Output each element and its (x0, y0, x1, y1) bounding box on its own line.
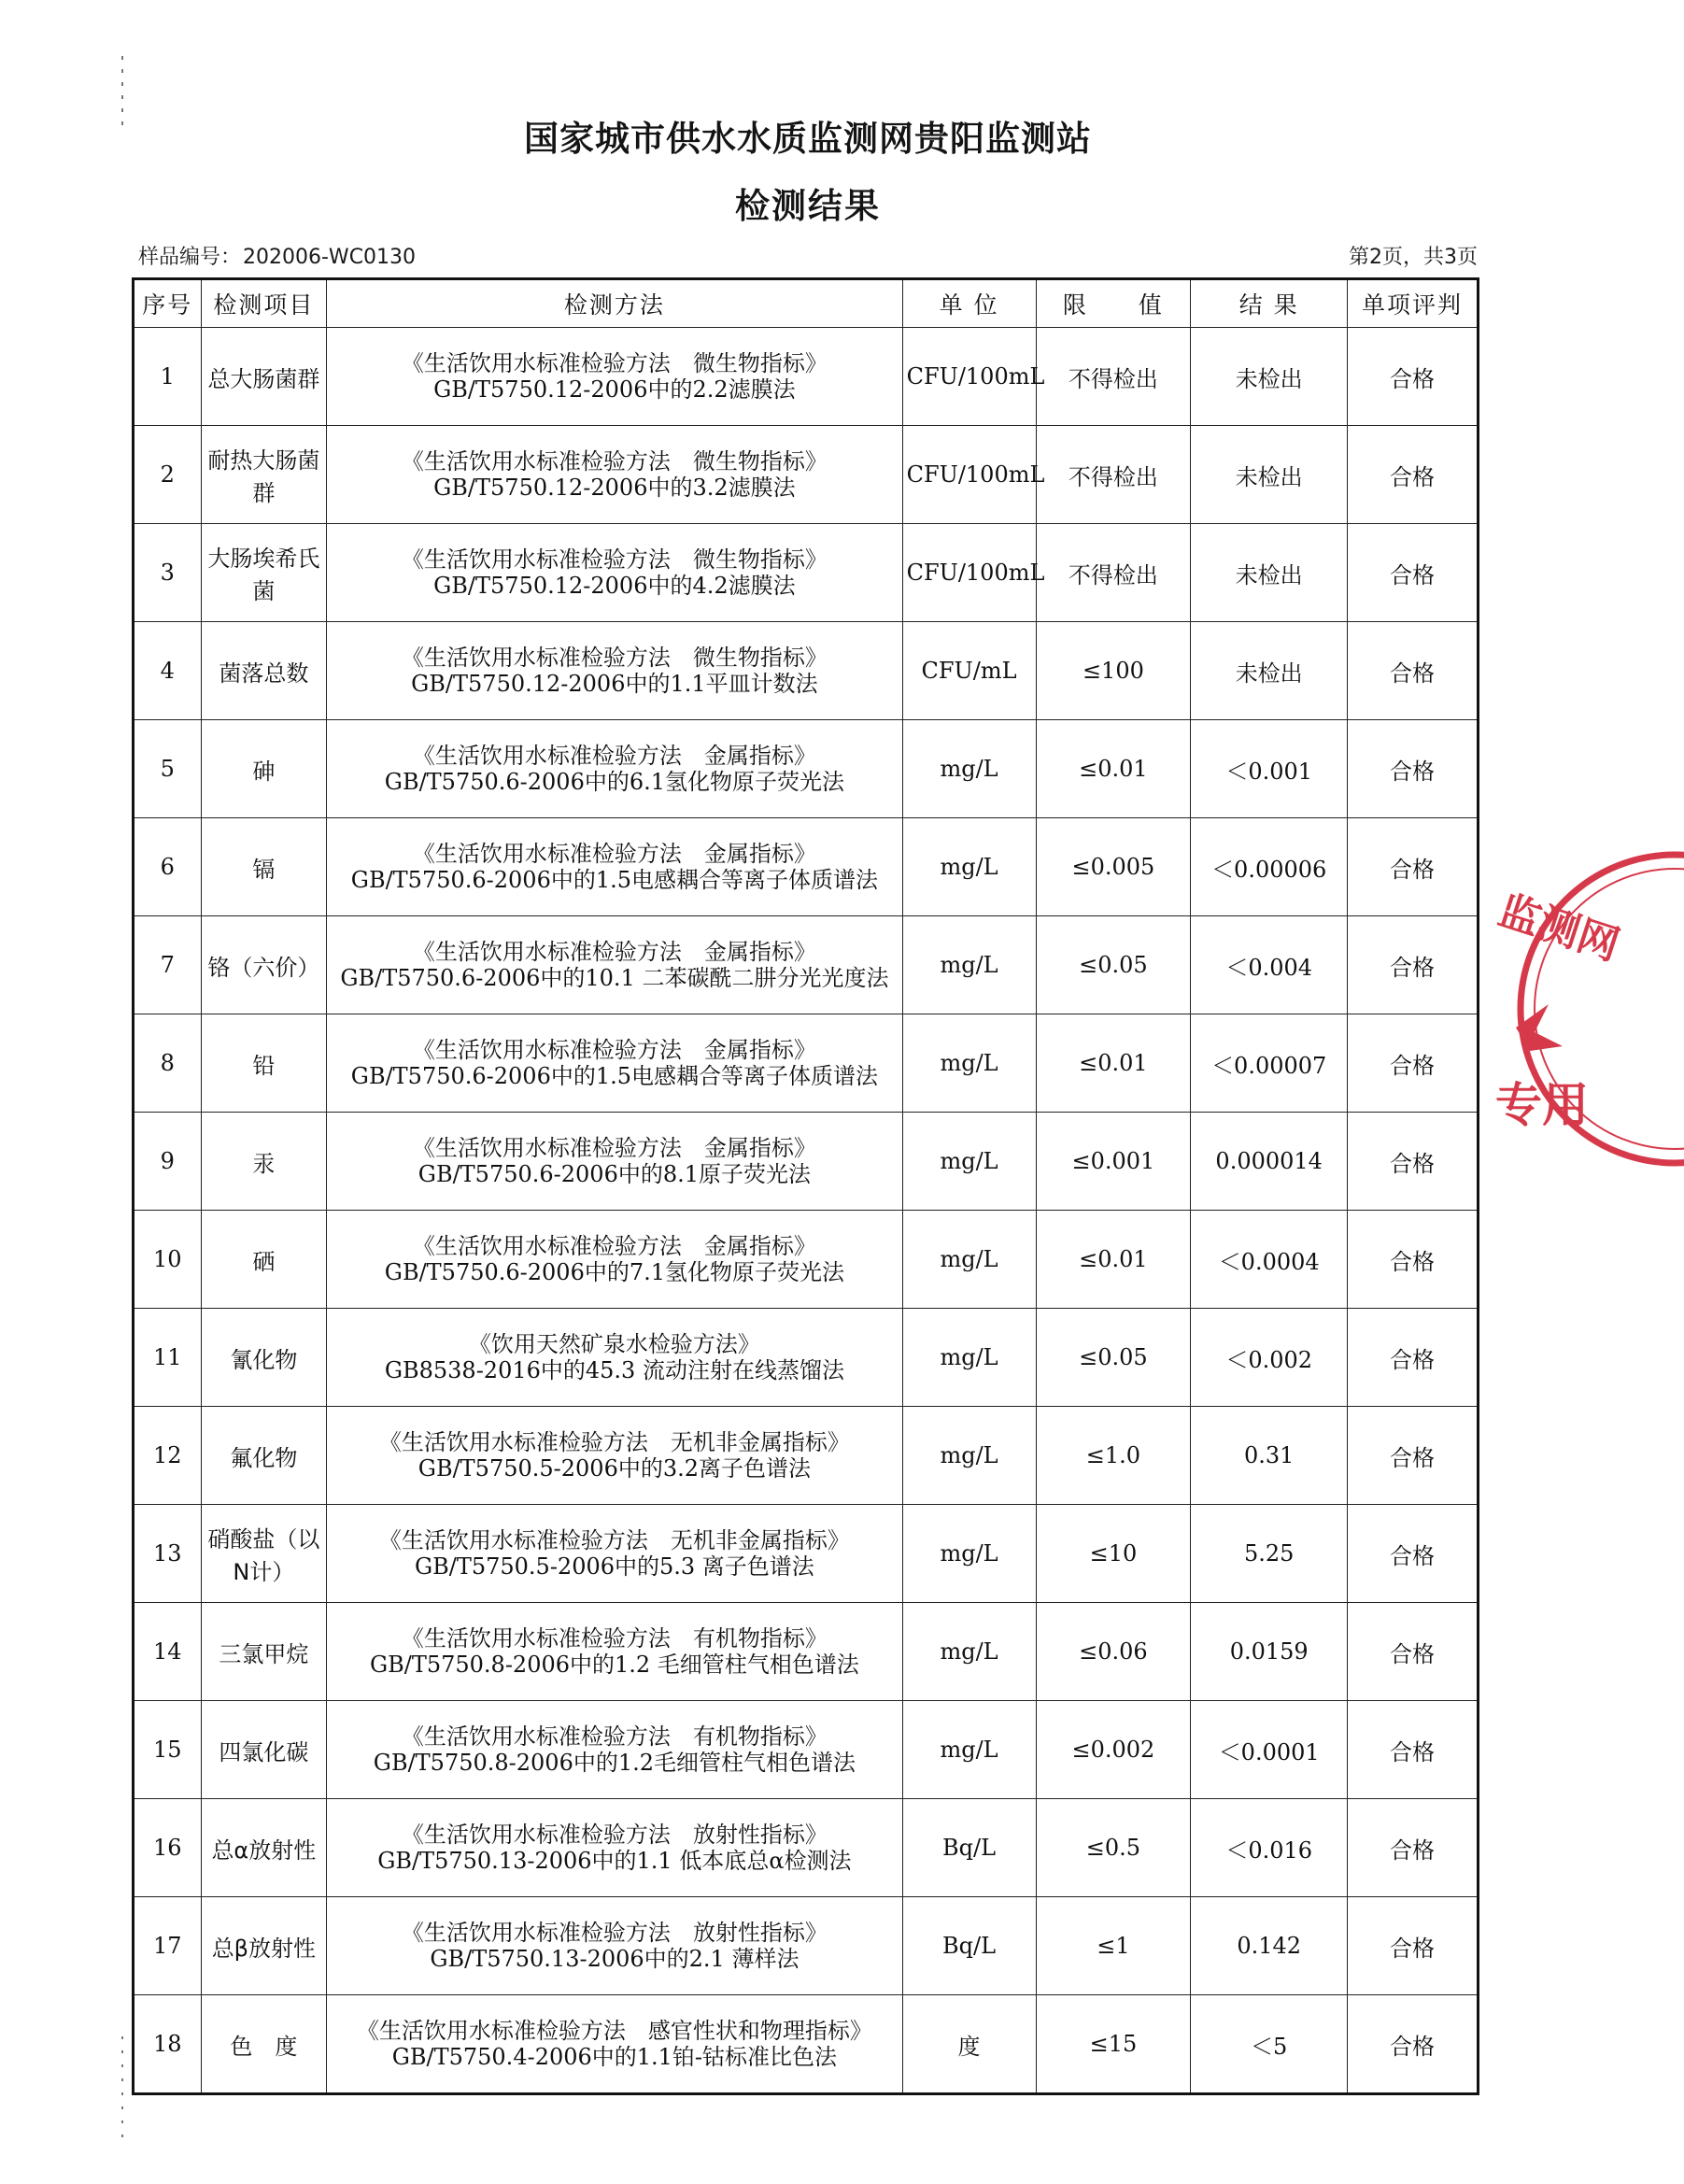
row-item: 三氯甲烷 (201, 1603, 327, 1701)
row-method-standard: GB/T5750.6-2006中的1.5电感耦合等离子体质谱法 (350, 867, 878, 893)
row-method-standard: GB/T5750.12-2006中的1.1平皿计数法 (411, 671, 818, 697)
row-result: 0.142 (1191, 1897, 1348, 1995)
row-verdict: 合格 (1348, 1701, 1479, 1799)
row-unit: CFU/100mL (902, 524, 1036, 622)
row-method-standard: GB/T5750.8-2006中的1.2 毛细管柱气相色谱法 (369, 1652, 859, 1678)
row-unit: Bq/L (902, 1799, 1036, 1897)
row-item: 大肠埃希氏菌 (201, 524, 327, 622)
row-method (327, 622, 902, 720)
row-number: 16 (134, 1799, 202, 1897)
row-limit: ≤0.005 (1036, 818, 1191, 916)
table-row (134, 1799, 1479, 1897)
row-method (327, 1995, 902, 2094)
row-method-title: 《生活饮用水标准检验方法 有机物指标》 (401, 1625, 828, 1652)
row-number: 15 (134, 1701, 202, 1799)
row-unit: mg/L (902, 1701, 1036, 1799)
row-unit: CFU/100mL (902, 426, 1036, 524)
row-limit: ≤0.01 (1036, 720, 1191, 818)
row-method-standard: GB/T5750.6-2006中的8.1原子荧光法 (417, 1161, 811, 1187)
row-result: ＜0.0004 (1191, 1211, 1348, 1309)
row-method (327, 1701, 902, 1799)
col-header-verdict: 单项评判 (1348, 279, 1479, 328)
row-unit: mg/L (902, 916, 1036, 1014)
row-unit: mg/L (902, 1505, 1036, 1603)
row-method-standard: GB/T5750.8-2006中的1.2毛细管柱气相色谱法 (373, 1750, 856, 1776)
row-method-title: 《生活饮用水标准检验方法 金属指标》 (412, 743, 816, 769)
row-number: 4 (134, 622, 202, 720)
row-method-standard: GB8538-2016中的45.3 流动注射在线蒸馏法 (384, 1357, 844, 1383)
row-number: 2 (134, 426, 202, 524)
row-number: 3 (134, 524, 202, 622)
row-item: 色 度 (201, 1995, 327, 2094)
row-limit: 不得检出 (1036, 524, 1191, 622)
document-title: 国家城市供水水质监测网贵阳监测站 (524, 119, 1092, 159)
row-limit: ≤0.002 (1036, 1701, 1191, 1799)
sample-number-value: 202006-WC0130 (243, 246, 417, 269)
row-method-title: 《生活饮用水标准检验方法 微生物指标》 (401, 645, 828, 671)
row-method (327, 1505, 902, 1603)
row-method (327, 916, 902, 1014)
row-method-title: 《生活饮用水标准检验方法 放射性指标》 (401, 1920, 828, 1946)
results-table (132, 277, 1479, 2095)
col-header-unit: 单 位 (902, 279, 1036, 328)
table-header-row (134, 279, 1479, 328)
row-number: 8 (134, 1014, 202, 1113)
row-verdict: 合格 (1348, 1113, 1479, 1211)
row-verdict: 合格 (1348, 622, 1479, 720)
row-verdict: 合格 (1348, 1603, 1479, 1701)
row-limit: ≤15 (1036, 1995, 1191, 2094)
row-number: 17 (134, 1897, 202, 1995)
row-unit: mg/L (902, 1407, 1036, 1505)
table-row (134, 622, 1479, 720)
row-method-title: 《生活饮用水标准检验方法 金属指标》 (412, 1135, 816, 1161)
seal-text-bottom: 专用 (1495, 1078, 1589, 1132)
row-method (327, 1014, 902, 1113)
row-limit: ≤0.05 (1036, 916, 1191, 1014)
row-verdict: 合格 (1348, 1309, 1479, 1407)
row-verdict: 合格 (1348, 1995, 1479, 2094)
sample-number-label: 样品编号： (138, 246, 242, 269)
row-method (327, 426, 902, 524)
col-header-limit: 限 值 (1036, 279, 1191, 328)
row-number: 13 (134, 1505, 202, 1603)
row-result: ＜0.0001 (1191, 1701, 1348, 1799)
table-row (134, 818, 1479, 916)
row-item: 总α放射性 (201, 1799, 327, 1897)
row-method (327, 1407, 902, 1505)
row-item: 氰化物 (201, 1309, 327, 1407)
row-method-standard: GB/T5750.12-2006中的2.2滤膜法 (433, 376, 796, 403)
row-method-title: 《生活饮用水标准检验方法 微生物指标》 (401, 448, 828, 475)
table-row (134, 1897, 1479, 1995)
row-limit: ≤0.05 (1036, 1309, 1191, 1407)
row-method (327, 720, 902, 818)
row-unit: mg/L (902, 1309, 1036, 1407)
document-subtitle: 检测结果 (735, 186, 881, 226)
table-row (134, 524, 1479, 622)
row-method-title: 《生活饮用水标准检验方法 感官性状和物理指标》 (356, 2018, 872, 2044)
row-result: ＜0.016 (1191, 1799, 1348, 1897)
row-unit: CFU/100mL (902, 328, 1036, 426)
row-unit: mg/L (902, 1603, 1036, 1701)
table-row (134, 1407, 1479, 1505)
row-item: 耐热大肠菌群 (201, 426, 327, 524)
scan-edge-marks (120, 56, 125, 2149)
row-result: 未检出 (1191, 622, 1348, 720)
row-item: 菌落总数 (201, 622, 327, 720)
row-item: 砷 (201, 720, 327, 818)
row-number: 9 (134, 1113, 202, 1211)
row-result: ＜0.001 (1191, 720, 1348, 818)
row-number: 18 (134, 1995, 202, 2094)
row-verdict: 合格 (1348, 1799, 1479, 1897)
row-method-standard: GB/T5750.4-2006中的1.1铂-钴标准比色法 (391, 2044, 838, 2070)
row-limit: 不得检出 (1036, 328, 1191, 426)
row-limit: ≤0.01 (1036, 1211, 1191, 1309)
table-row (134, 1995, 1479, 2094)
seal-text-top: 监测网 (1493, 886, 1625, 971)
row-result: ＜0.004 (1191, 916, 1348, 1014)
row-verdict: 合格 (1348, 1407, 1479, 1505)
row-limit: ≤100 (1036, 622, 1191, 720)
row-result: 5.25 (1191, 1505, 1348, 1603)
row-method-title: 《生活饮用水标准检验方法 金属指标》 (412, 841, 816, 867)
row-method-standard: GB/T5750.6-2006中的1.5电感耦合等离子体质谱法 (350, 1063, 878, 1089)
row-method-standard: GB/T5750.13-2006中的1.1 低本底总α检测法 (377, 1848, 852, 1874)
row-method (327, 1309, 902, 1407)
row-number: 5 (134, 720, 202, 818)
row-result: 0.0159 (1191, 1603, 1348, 1701)
row-method-title: 《生活饮用水标准检验方法 有机物指标》 (401, 1723, 828, 1750)
row-unit: Bq/L (902, 1897, 1036, 1995)
row-verdict: 合格 (1348, 1505, 1479, 1603)
row-method-standard: GB/T5750.12-2006中的3.2滤膜法 (433, 475, 796, 501)
row-limit: ≤10 (1036, 1505, 1191, 1603)
row-verdict: 合格 (1348, 328, 1479, 426)
row-verdict: 合格 (1348, 720, 1479, 818)
row-unit: mg/L (902, 1113, 1036, 1211)
row-method-title: 《生活饮用水标准检验方法 金属指标》 (412, 1233, 816, 1259)
row-method-title: 《生活饮用水标准检验方法 微生物指标》 (401, 546, 828, 573)
row-method (327, 1603, 902, 1701)
row-limit: 不得检出 (1036, 426, 1191, 524)
row-method-standard: GB/T5750.6-2006中的6.1氢化物原子荧光法 (384, 769, 844, 795)
row-item: 硝酸盐（以N计） (201, 1505, 327, 1603)
row-unit: mg/L (902, 1014, 1036, 1113)
row-number: 1 (134, 328, 202, 426)
table-row (134, 1211, 1479, 1309)
row-result: ＜5 (1191, 1995, 1348, 2094)
row-method (327, 328, 902, 426)
page-indicator: 第2页，共3页 (1349, 246, 1478, 269)
row-method-standard: GB/T5750.6-2006中的7.1氢化物原子荧光法 (384, 1259, 844, 1285)
row-result: ＜0.00007 (1191, 1014, 1348, 1113)
row-number: 14 (134, 1603, 202, 1701)
row-method-title: 《饮用天然矿泉水检验方法》 (468, 1331, 760, 1357)
row-unit: mg/L (902, 818, 1036, 916)
row-limit: ≤0.5 (1036, 1799, 1191, 1897)
row-number: 11 (134, 1309, 202, 1407)
row-verdict: 合格 (1348, 524, 1479, 622)
row-method-standard: GB/T5750.6-2006中的10.1 二苯碳酰二肼分光光度法 (340, 965, 889, 991)
row-method-title: 《生活饮用水标准检验方法 金属指标》 (412, 1037, 816, 1063)
table-row (134, 1701, 1479, 1799)
table-row (134, 1505, 1479, 1603)
row-number: 7 (134, 916, 202, 1014)
row-method (327, 524, 902, 622)
row-item: 铬（六价） (201, 916, 327, 1014)
row-unit: CFU/mL (902, 622, 1036, 720)
row-result: 0.31 (1191, 1407, 1348, 1505)
row-limit: ≤1 (1036, 1897, 1191, 1995)
row-item: 铅 (201, 1014, 327, 1113)
sample-number (138, 241, 416, 270)
row-limit: ≤0.001 (1036, 1113, 1191, 1211)
col-header-method: 检测方法 (327, 279, 902, 328)
table-row (134, 916, 1479, 1014)
table-row (134, 1113, 1479, 1211)
row-method-standard: GB/T5750.13-2006中的2.1 薄样法 (430, 1946, 800, 1972)
row-verdict: 合格 (1348, 1014, 1479, 1113)
row-method-title: 《生活饮用水标准检验方法 放射性指标》 (401, 1822, 828, 1848)
row-method (327, 1211, 902, 1309)
row-verdict: 合格 (1348, 1211, 1479, 1309)
row-method (327, 1799, 902, 1897)
row-method-title: 《生活饮用水标准检验方法 微生物指标》 (401, 350, 828, 376)
row-method (327, 818, 902, 916)
row-method-standard: GB/T5750.5-2006中的5.3 离子色谱法 (414, 1553, 814, 1580)
row-item: 镉 (201, 818, 327, 916)
col-header-item: 检测项目 (201, 279, 327, 328)
row-unit: 度 (902, 1995, 1036, 2094)
table-row (134, 426, 1479, 524)
row-verdict: 合格 (1348, 916, 1479, 1014)
row-method-title: 《生活饮用水标准检验方法 金属指标》 (412, 939, 816, 965)
table-row (134, 328, 1479, 426)
row-verdict: 合格 (1348, 426, 1479, 524)
col-header-no: 序号 (134, 279, 202, 328)
row-item: 四氯化碳 (201, 1701, 327, 1799)
row-limit: ≤1.0 (1036, 1407, 1191, 1505)
row-result: 未检出 (1191, 328, 1348, 426)
row-unit: mg/L (902, 720, 1036, 818)
row-limit: ≤0.01 (1036, 1014, 1191, 1113)
table-row (134, 1309, 1479, 1407)
row-method-standard: GB/T5750.12-2006中的4.2滤膜法 (433, 573, 796, 599)
row-result: ＜0.002 (1191, 1309, 1348, 1407)
col-header-result: 结 果 (1191, 279, 1348, 328)
table-row (134, 1603, 1479, 1701)
row-item: 总β放射性 (201, 1897, 327, 1995)
table-row (134, 720, 1479, 818)
row-unit: mg/L (902, 1211, 1036, 1309)
row-result: 未检出 (1191, 524, 1348, 622)
row-verdict: 合格 (1348, 1897, 1479, 1995)
row-result: ＜0.00006 (1191, 818, 1348, 916)
row-method-title: 《生活饮用水标准检验方法 无机非金属指标》 (378, 1527, 850, 1553)
row-limit: ≤0.06 (1036, 1603, 1191, 1701)
row-result: 0.000014 (1191, 1113, 1348, 1211)
row-method (327, 1113, 902, 1211)
official-seal (1479, 841, 1684, 1177)
row-result: 未检出 (1191, 426, 1348, 524)
row-number: 6 (134, 818, 202, 916)
row-method (327, 1897, 902, 1995)
row-method-title: 《生活饮用水标准检验方法 无机非金属指标》 (378, 1429, 850, 1455)
row-item: 氟化物 (201, 1407, 327, 1505)
row-method-standard: GB/T5750.5-2006中的3.2离子色谱法 (417, 1455, 811, 1482)
row-item: 汞 (201, 1113, 327, 1211)
row-verdict: 合格 (1348, 818, 1479, 916)
row-item: 硒 (201, 1211, 327, 1309)
table-row (134, 1014, 1479, 1113)
row-number: 10 (134, 1211, 202, 1309)
row-item: 总大肠菌群 (201, 328, 327, 426)
row-number: 12 (134, 1407, 202, 1505)
